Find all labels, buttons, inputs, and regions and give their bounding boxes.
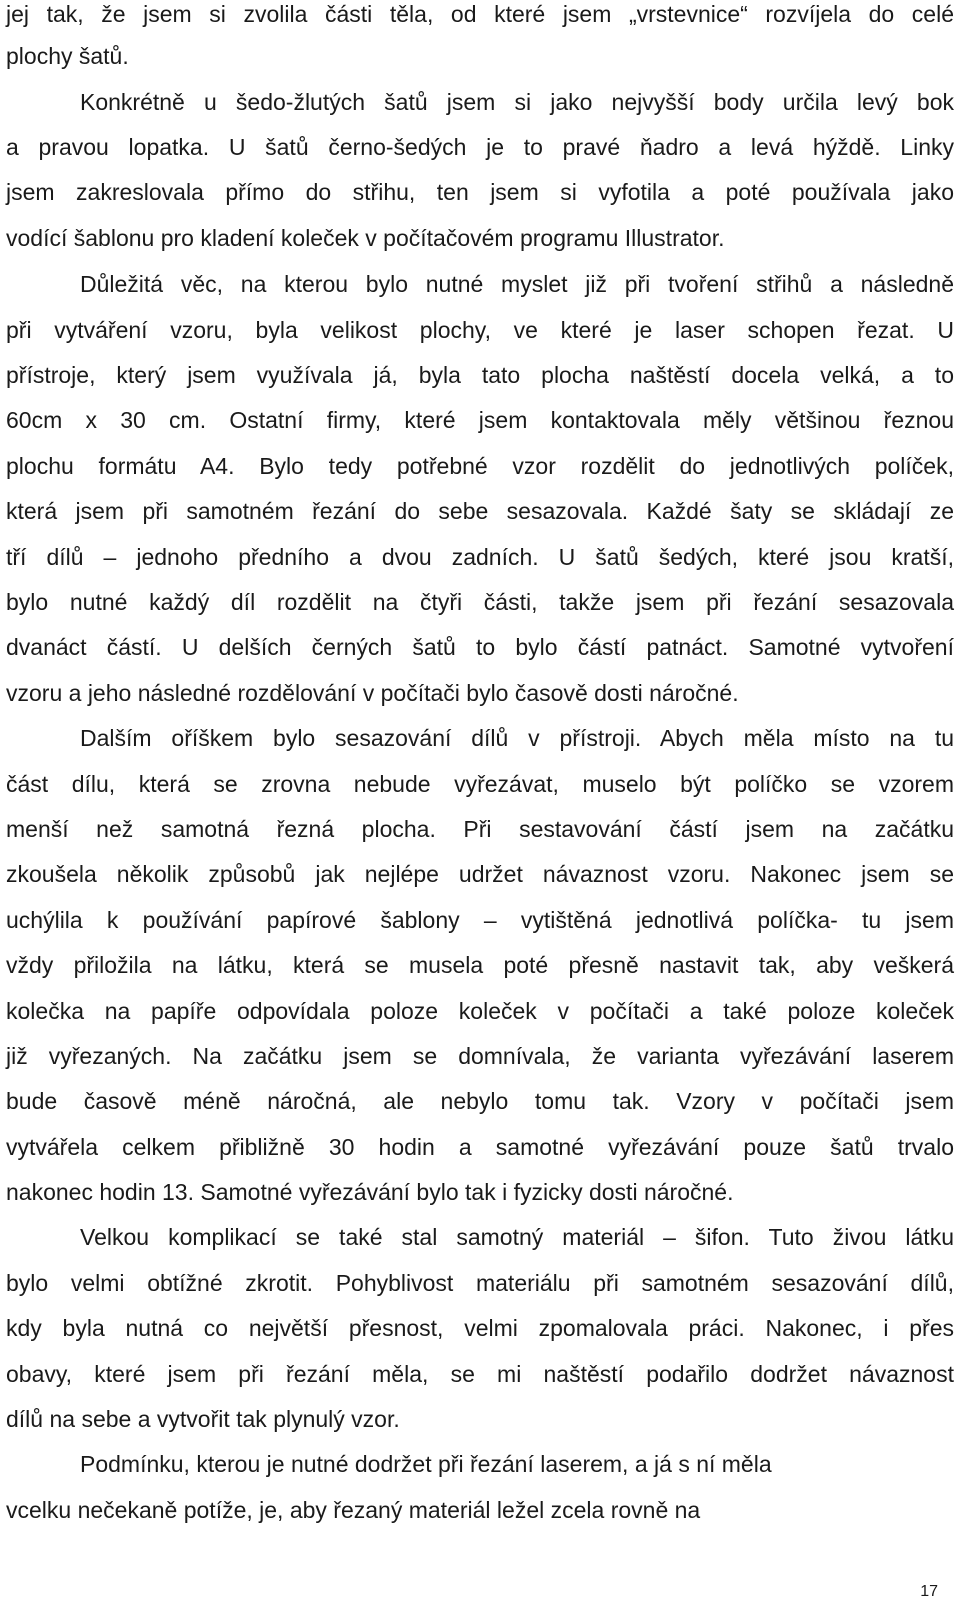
text-line: bude časově méně náročná, ale nebylo tomu tak. Vzory v počítači jsem [6, 1088, 954, 1114]
text-line: zkoušela několik způsobů jak nejlépe udržet návaznost vzoru. Nakonec jsem se [6, 861, 954, 887]
text-line: při vytváření vzoru, byla velikost plochy, ve které je laser schopen řezat. U [6, 317, 954, 343]
text-line: uchýlila k používání papírové šablony – vytištěná jednotlivá políčka- tu jsem [6, 907, 954, 933]
text-line: jej tak, že jsem si zvolila části těla, od které jsem „vrstevnice“ rozvíjela do celé [6, 1, 954, 27]
text-line: kolečka na papíře odpovídala poloze koleček v počítači a také poloze koleček [6, 998, 954, 1024]
text-line: jsem zakreslovala přímo do střihu, ten jsem si vyfotila a poté používala jako [6, 179, 954, 205]
text-line: přístroje, který jsem využívala já, byla tato plocha naštěstí docela velká, a to [6, 362, 954, 388]
text-line: obavy, které jsem při řezání měla, se mi naštěstí podařilo dodržet návaznost [6, 1361, 954, 1387]
text-line: tří dílů – jednoho předního a dvou zadních. U šatů šedých, které jsou kratší, [6, 544, 954, 570]
text-line: dílů na sebe a vytvořit tak plynulý vzor. [6, 1406, 400, 1432]
text-line: již vyřezaných. Na začátku jsem se domnívala, že varianta vyřezávání laserem [6, 1043, 954, 1069]
text-line: vytvářela celkem přibližně 30 hodin a samotné vyřezávání pouze šatů trvalo [6, 1134, 954, 1160]
text-line: plochy šatů. [6, 43, 129, 69]
text-line: bylo nutné každý díl rozdělit na čtyři části, takže jsem při řezání sesazovala [6, 589, 954, 615]
text-line: Konkrétně u šedo-žlutých šatů jsem si jako nejvyšší body určila levý bok [80, 89, 954, 115]
text-line: vcelku nečekaně potíže, je, aby řezaný materiál ležel zcela rovně na [6, 1497, 701, 1523]
page-number: 17 [920, 1583, 938, 1600]
text-line: Důležitá věc, na kterou bylo nutné myslet již při tvoření střihů a následně [80, 271, 954, 297]
text-line: Velkou komplikací se také stal samotný materiál – šifon. Tuto živou látku [80, 1224, 954, 1250]
text-line: plochu formátu A4. Bylo tedy potřebné vzor rozdělit do jednotlivých políček, [6, 453, 954, 479]
text-line: kdy byla nutná co největší přesnost, velmi zpomalovala práci. Nakonec, i přes [6, 1315, 954, 1341]
text-line: část dílu, která se zrovna nebude vyřezávat, muselo být políčko se vzorem [6, 771, 954, 797]
text-line: vodící šablonu pro kladení koleček v počítačovém programu Illustrator. [6, 225, 725, 251]
text-line: nakonec hodin 13. Samotné vyřezávání bylo tak i fyzicky dosti náročné. [6, 1179, 734, 1205]
text-line: vždy přiložila na látku, která se musela poté přesně nastavit tak, aby veškerá [6, 952, 954, 978]
text-line: dvanáct částí. U delších černých šatů to bylo částí patnáct. Samotné vytvoření [6, 634, 954, 660]
text-line: vzoru a jeho následné rozdělování v počítači bylo časově dosti náročné. [6, 680, 739, 706]
text-line: Dalším oříškem bylo sesazování dílů v přístroji. Abych měla místo na tu [80, 725, 954, 751]
text-line: 60cm x 30 cm. Ostatní firmy, které jsem kontaktovala měly většinou řeznou [6, 407, 954, 433]
text-line: která jsem při samotném řezání do sebe sesazovala. Každé šaty se skládají ze [6, 498, 954, 524]
text-line: a pravou lopatka. U šatů černo-šedých je to pravé ňadro a levá hýždě. Linky [6, 134, 954, 160]
text-line: Podmínku, kterou je nutné dodržet při řezání laserem, a já s ní měla [80, 1451, 772, 1477]
text-line: menší než samotná řezná plocha. Při sestavování částí jsem na začátku [6, 816, 954, 842]
text-line: bylo velmi obtížné zkrotit. Pohyblivost materiálu při samotném sesazování dílů, [6, 1270, 954, 1296]
